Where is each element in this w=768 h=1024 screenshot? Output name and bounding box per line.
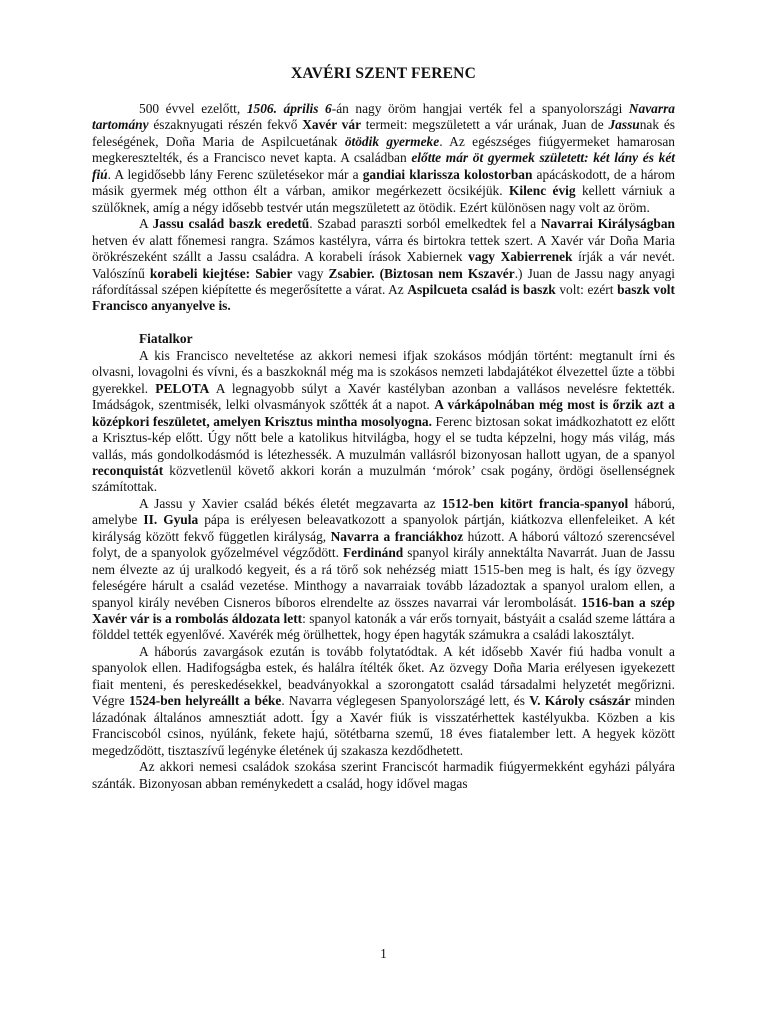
emphasized-text: 1524-ben helyreállt a béke: [128, 693, 282, 709]
emphasized-text: vagy Xabierrenek: [468, 249, 573, 265]
youth-section: [92, 348, 675, 792]
emphasized-text: 1506. április 6: [246, 101, 332, 116]
text-run: A Jassu y Xavier család békés életét megzavarta az: [139, 495, 442, 511]
text-run: . Navarra véglegesen Spanyolországé lett, és: [281, 693, 530, 709]
emphasized-text: Navarra tartomány: [92, 101, 675, 133]
text-run: . Szabad paraszti sorból emelkedtek fel a: [309, 216, 541, 232]
intro-section: [92, 101, 675, 315]
text-run: háború, amelybe: [92, 495, 675, 528]
text-run: pápa is erélyesen beleavatkozott a spanyolok pártján, kiátkozva ellenfeleiket. A két királyság között fekvő független királyság,: [92, 512, 675, 544]
text-run: spanyol király annektálta Navarrát. Juan de Jassu nem élvezte az új uralkodó kegyeit, és a rá törő sok nehézség miatt 1515-ben meg is halt, és így özvegy feleségére hárult a család vezetése. Minthogy a navarraiak tovább lázadoztak a spanyol uralom ellen, a spanyol király nevében Cisneros bíboros elrendelte az összes navarrai vár lerombolását.: [92, 545, 675, 610]
emphasized-text: reconquistát: [92, 462, 164, 478]
text-run: vagy: [292, 265, 329, 281]
emphasized-text: Jassu: [608, 117, 640, 133]
document-body: [92, 101, 675, 792]
emphasized-text: Ferdinánd: [342, 545, 404, 561]
paragraph: [92, 496, 675, 644]
text-run: . A legidősebb lány Ferenc születésekor már a: [107, 166, 363, 182]
text-run: 500 évvel ezelőtt,: [139, 101, 247, 116]
emphasized-text: Jassu család baszk eredetű: [152, 216, 310, 232]
text-run: . Az egészséges fiúgyermeket hamarosan megkeresztelték, és a Francisco nevet kapta. A családban: [92, 133, 675, 166]
emphasized-text: ötödik gyermeke: [344, 133, 440, 149]
emphasized-text: 1516-ban a szép Xavér vár is a rombolás áldozata lett: [92, 594, 675, 627]
section-heading: Fiatalkor: [139, 331, 193, 347]
text-run: húzott. A háború változó szerencsével folyt, de a spanyolok győzelmével végződött.: [92, 528, 676, 561]
paragraph: [92, 348, 675, 496]
text-run: apácáskodott, de a három másik gyermek még otthon élt a várban, amikor megérkezett öcsikéjük.: [92, 166, 675, 199]
emphasized-text: baszk volt Francisco anyanyelve is.: [92, 281, 675, 314]
text-run: A kis Francisco neveltetése az akkori nemesi ifjak szokásos módján történt: megtanult írni és olvasni, lovagolni és vívni, és a baszkoknál még ma is szokásos nemzeti labdajátékot élvezettel űzte a többi gyerekkel.: [92, 347, 675, 396]
emphasized-text: gandiai klarissza kolostorban: [362, 166, 533, 182]
emphasized-text: Xavér vár: [302, 117, 362, 133]
text-run: : spanyol katonák a vár erős tornyait, bástyáit a család szeme láttára a földdel tették egyenlővé. Xavérék még örülhettek, hogy épen hagyták számukra a családi lakosztályt.: [92, 611, 676, 643]
text-run: A legnagyobb súlyt a Xavér kastélyban azonban a vallásos nevelésre fektették. Imádságok, szentmisék, lelki olvasmányok szőtték át a napot.: [92, 380, 675, 413]
emphasized-text: A várkápolnában még most is őrzik azt a középkori feszületet, amelyen Krisztus mintha mosolyogna.: [92, 397, 675, 429]
emphasized-text: II. Gyula: [143, 512, 199, 528]
text-run: minden lázadónak általános amnesztiát adott. Így a Xavér fiúk is visszatérhettek kastélyukba. Közben a kis Franciscoból csinos, nyúlánk, fekete hajú, sötétbarna szemű, 18 éves fiatalember lett. A hegyek között megedződött, tisztaszívű legényke életének új szakasza kezdődhetett.: [92, 693, 675, 758]
emphasized-text: Navarra a franciákhoz: [330, 528, 464, 544]
text-run: Az akkori nemesi családok szokása szerint Franciscót harmadik fiúgyermekként egyházi pályára szánták. Bizonyosan abban reménykedett a család, hogy idővel magas: [92, 759, 675, 791]
emphasized-text: V. Károly császár: [529, 693, 631, 709]
text-run: írják a vár nevét. Valószínű: [92, 249, 675, 281]
emphasized-text: előtte már öt gyermek született: két lány és két fiú: [92, 150, 675, 182]
text-run: északnyugati részén fekvő: [148, 117, 303, 133]
emphasized-text: Zsabier. (Biztosan nem Kszavér: [328, 265, 515, 281]
document-title: XAVÉRI SZENT FERENC: [291, 65, 476, 82]
text-run: .) Juan de Jassu nagy anyagi ráfordítással szépen kiépítette és megerősítette a várat. Az: [92, 265, 675, 297]
paragraph: [92, 101, 675, 216]
paragraph: [92, 644, 675, 759]
page-number: 1: [380, 946, 387, 961]
text-run: hetven év alatt főnemesi rangra. Számos kastélyra, várra és birtokra tettek szert. A Xavér vár Doña Maria örökrészeként szállt a Jassu családra. A korabeli írások Xabiernek: [92, 232, 675, 265]
text-run: kellett várniuk a szülőknek, amíg a négy idősebb testvér után megszületett az ötödik. Ezért különösen nagy volt az öröm.: [92, 183, 676, 215]
emphasized-text: PELOTA: [155, 380, 210, 396]
text-run: volt: ezért: [555, 281, 618, 297]
text-run: A: [139, 216, 153, 232]
text-run: A háborús zavargások ezután is tovább folytatódtak. A két idősebb Xavér fiú hadba vonult a spanyolok ellen. Hadifogságba estek, és halálra ítélték őket. Az özvegy Doña Maria erélyesen igyekezett fiait menteni, és pereskedésekkel, beadványokkal a szorongatott család társadalmi helyzetét megőrizni. Végre: [92, 643, 675, 709]
paragraph-gap: [92, 315, 675, 331]
emphasized-text: 1512-ben kitört francia-spanyol: [441, 495, 629, 511]
paragraph: [92, 216, 675, 315]
emphasized-text: korabeli kiejtése: Sabier: [149, 265, 293, 281]
text-run: nak és feleségének, Doña Maria de Aspilcuetának: [92, 117, 675, 149]
text-run: közvetlenül követő akkori korán a muzulmán ‘mórok’ csak pogány, ördögi ösellenségnek számítottak.: [92, 462, 675, 495]
paragraph: [92, 759, 675, 792]
text-run: termeit: megszületett a vár urának, Juan de: [361, 117, 609, 133]
text-run: Ferenc biztosan sokat imádkozhatott ez előtt a Krisztus-kép előtt. Úgy nőtt bele a katolikus hitvilágba, hogy el se tudta képzelni, hogy más világ, más vallás, más gondolkodásmód is létezhessék. A muzulmán vallásról bizonyosan hallott ugyan, de a spanyol: [92, 413, 675, 462]
text-run: -án nagy öröm hangjai verték fel a spanyolországi: [331, 101, 629, 116]
emphasized-text: Aspilcueta család is baszk: [407, 281, 556, 297]
emphasized-text: Navarrai Királyságban: [540, 216, 675, 232]
emphasized-text: Kilenc évig: [508, 183, 576, 199]
